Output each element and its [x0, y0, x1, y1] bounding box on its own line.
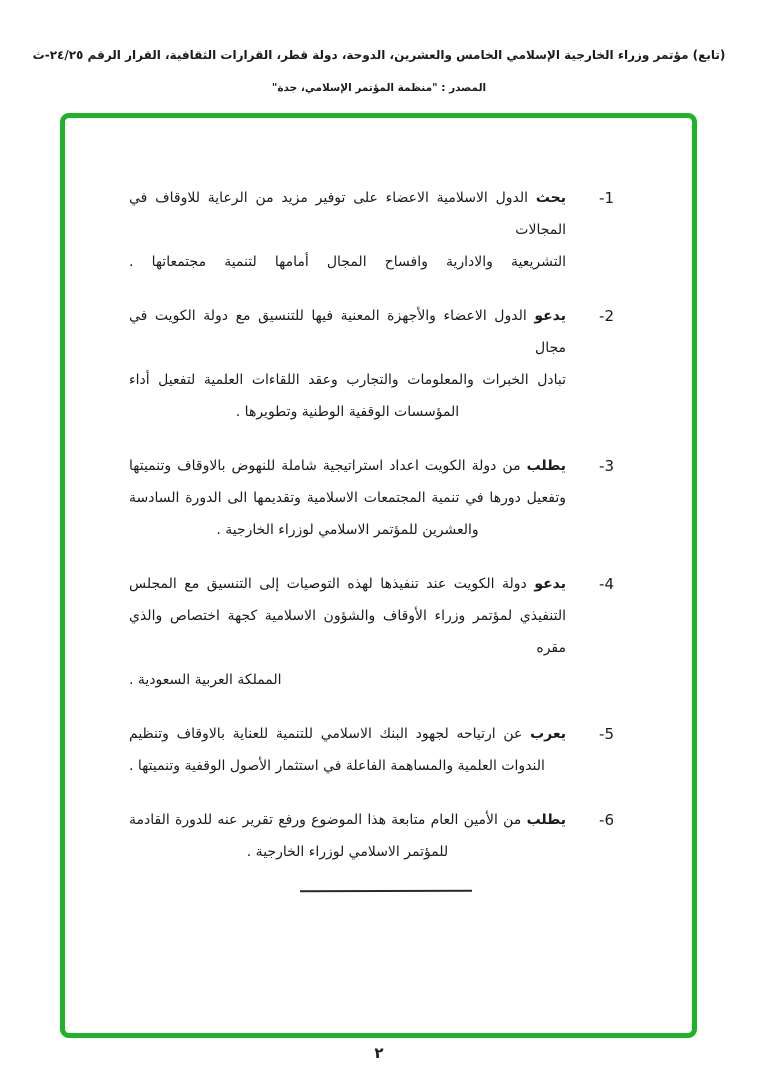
item-line: الندوات العلمية والمساهمة الفاعلة في استثمار الأصول الوقفية وتنميتها . — [129, 758, 545, 774]
item-text — [129, 300, 566, 428]
item-line — [129, 182, 566, 246]
item-line — [129, 804, 566, 836]
item-line-text: دولة الكويت عند تنفيذها لهذه التوصيات إلى التنسيق مع المجلس — [129, 576, 527, 592]
item-line — [129, 718, 566, 750]
item-line — [129, 300, 566, 364]
item-lead-word: يحث — [535, 190, 567, 206]
document-frame — [60, 113, 697, 1038]
document-title: (تابع) مؤتمر وزراء الخارجية الإسلامي الخامس والعشرين، الدوحة، دولة قطر، القرارات الثقافية، القرار الرقم ٢٤/٢٥-ث — [32, 48, 726, 62]
item-line-text: عن ارتياحه لجهود البنك الاسلامي للتنمية للعناية بالاوقاف وتنظيم — [129, 726, 523, 742]
item-number: -4 — [599, 575, 614, 593]
item-lead-word: يدعو — [534, 576, 567, 592]
item-text — [129, 568, 566, 696]
page-number: ٢ — [374, 1044, 384, 1062]
item-number: -2 — [599, 307, 614, 325]
item-line: للمؤتمر الاسلامي لوزراء الخارجية . — [246, 844, 449, 860]
item-number: -3 — [599, 457, 614, 475]
item-number: -1 — [599, 189, 614, 207]
page-header — [0, 44, 758, 98]
item-line: المملكة العربية السعودية . — [129, 672, 282, 688]
resolution-item-2 — [129, 300, 614, 428]
item-lead-word: يطلب — [526, 458, 567, 474]
source-line: المصدر : "منظمة المؤتمر الإسلامي، جدة" — [271, 82, 487, 94]
item-line-text: من دولة الكويت اعداد استراتيجية شاملة للنهوض بالاوقاف وتنميتها — [129, 458, 521, 474]
item-number: -6 — [599, 811, 614, 829]
item-line: التشريعية والادارية وافساح المجال أمامها لتنمية مجتمعاتها . — [129, 254, 566, 270]
item-line: التنفيذي لمؤتمر وزراء الأوقاف والشؤون الاسلامية كجهة اختصاص والذي مقره — [129, 608, 566, 656]
item-line: وتفعيل دورها في تنمية المجتمعات الاسلامية وتقديمها الى الدورة السادسة — [129, 490, 566, 506]
resolution-item-5 — [129, 718, 614, 782]
item-line-text: الدول الاعضاء والأجهزة المعنية فيها للتنسيق مع دولة الكويت في مجال — [129, 308, 566, 356]
resolution-item-4 — [129, 568, 614, 696]
item-line — [129, 450, 566, 482]
resolution-item-3 — [129, 450, 614, 546]
item-lead-word: يطلب — [526, 812, 566, 828]
resolution-item-1 — [129, 182, 614, 278]
separator-line — [300, 890, 472, 893]
item-text — [129, 182, 566, 278]
item-line-text: من الأمين العام متابعة هذا الموضوع ورفع تقرير عنه للدورة القادمة — [129, 812, 522, 828]
item-line: المؤسسات الوقفية الوطنية وتطويرها . — [235, 404, 460, 420]
item-line-text: الدول الاسلامية الاعضاء على توفير مزيد من الرعاية للاوقاف في المجالات — [129, 190, 566, 238]
item-line: تبادل الخبرات والمعلومات والتجارب وعقد اللقاءات العلمية لتفعيل أداء — [129, 372, 566, 388]
resolution-item-6 — [129, 804, 614, 868]
item-line — [129, 568, 566, 600]
item-text — [129, 804, 566, 868]
item-text — [129, 718, 566, 782]
item-lead-word: يعرب — [530, 726, 566, 742]
item-number: -5 — [599, 725, 614, 743]
item-text — [129, 450, 566, 546]
resolution-list — [65, 118, 692, 892]
item-lead-word: يدعو — [534, 308, 567, 324]
item-line: والعشرين للمؤتمر الاسلامي لوزراء الخارجية . — [216, 522, 479, 538]
